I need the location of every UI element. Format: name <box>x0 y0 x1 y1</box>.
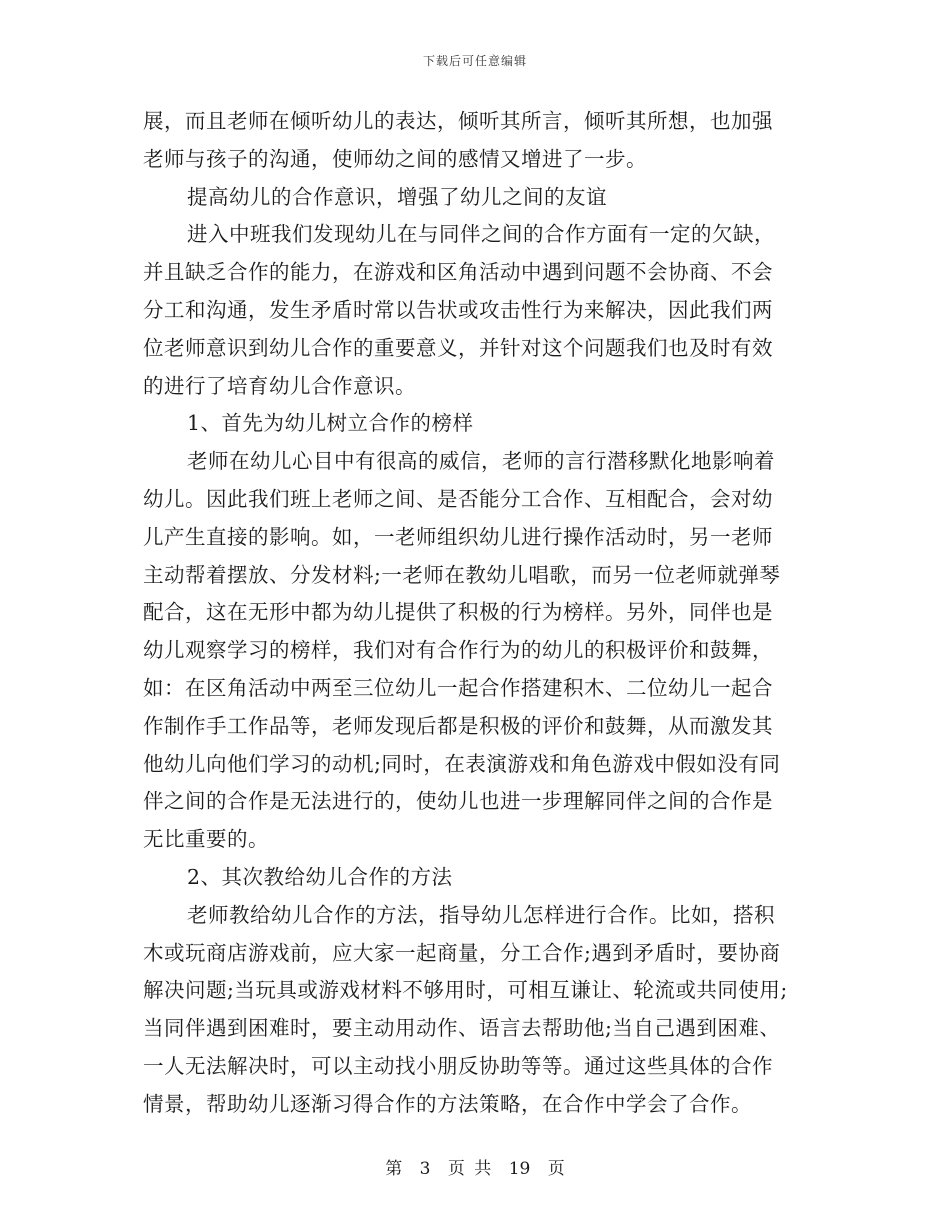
text-line: 1、首先为幼儿树立合作的榜样 <box>187 411 474 436</box>
text-line: 老师教给幼儿合作的方法，指导幼儿怎样进行合作。比如，搭积 <box>187 902 775 927</box>
text-line: 一人无法解决时，可以主动找小朋反协助等等。通过这些具体的合作 <box>143 1053 773 1078</box>
footer-total-pages: 19 <box>508 1159 531 1179</box>
page-header: 下载后可任意编辑 <box>422 54 527 68</box>
text-line: 提高幼儿的合作意识，增强了幼儿之间的友谊 <box>187 184 607 209</box>
footer-suffix: 页 <box>547 1159 565 1179</box>
text-line: 木或玩商店游戏前，应大家一起商量，分工合作;遇到矛盾时，要协商 <box>143 940 781 965</box>
text-line: 无比重要的。 <box>143 827 269 852</box>
text-line: 儿产生直接的影响。如，一老师组织幼儿进行操作活动时，另一老师 <box>143 524 773 549</box>
text-line: 解决问题;当玩具或游戏材料不够用时，可相互谦让、轮流或共同使用; <box>143 978 788 1003</box>
text-line: 当同伴遇到困难时，要主动用动作、语言去帮助他;当自己遇到困难、 <box>143 1016 781 1041</box>
text-line: 老师与孩子的沟通，使师幼之间的感情又增进了一步。 <box>143 146 647 171</box>
text-line: 配合，这在无形中都为幼儿提供了积极的行为榜样。另外，同伴也是 <box>143 600 773 625</box>
text-line: 他幼儿向他们学习的动机;同时，在表演游戏和角色游戏中假如没有同 <box>143 751 781 776</box>
text-line: 主动帮着摆放、分发材料;一老师在教幼儿唱歌，而另一位老师就弹琴 <box>143 562 781 587</box>
text-line: 展，而且老师在倾听幼儿的表达，倾听其所言，倾听其所想，也加强 <box>143 109 773 133</box>
document-body <box>143 103 823 1124</box>
text-line: 如：在区角活动中两至三位幼儿一起合作搭建积木、二位幼儿一起合 <box>143 675 773 700</box>
text-line: 位老师意识到幼儿合作的重要意义，并针对这个问题我们也及时有效 <box>143 335 773 360</box>
text-line: 分工和沟通，发生矛盾时常以告状或攻击性行为来解决，因此我们两 <box>143 297 773 322</box>
page-footer <box>0 1154 950 1179</box>
footer-page-number: 3 <box>419 1159 431 1179</box>
text-line: 伴之间的合作是无法进行的，使幼儿也进一步理解同伴之间的合作是 <box>143 789 773 814</box>
footer-prefix: 第 <box>385 1159 403 1179</box>
text-line: 2、其次教给幼儿合作的方法 <box>187 864 453 889</box>
text-line: 幼儿。因此我们班上老师之间、是否能分工合作、互相配合，会对幼 <box>143 486 773 511</box>
text-line: 的进行了培育幼儿合作意识。 <box>143 373 416 398</box>
text-line: 老师在幼儿心目中有很高的威信，老师的言行潜移默化地影响着 <box>187 449 775 474</box>
footer-middle: 页 共 <box>447 1159 492 1179</box>
text-line: 并且缺乏合作的能力，在游戏和区角活动中遇到问题不会协商、不会 <box>143 260 773 285</box>
text-line: 进入中班我们发现幼儿在与同伴之间的合作方面有一定的欠缺， <box>187 222 775 247</box>
text-line: 幼儿观察学习的榜样，我们对有合作行为的幼儿的积极评价和鼓舞， <box>143 638 773 663</box>
text-line: 作制作手工作品等，老师发现后都是积极的评价和鼓舞，从而激发其 <box>143 713 773 738</box>
text-line: 情景，帮助幼儿逐渐习得合作的方法策略，在合作中学会了合作。 <box>143 1091 752 1116</box>
